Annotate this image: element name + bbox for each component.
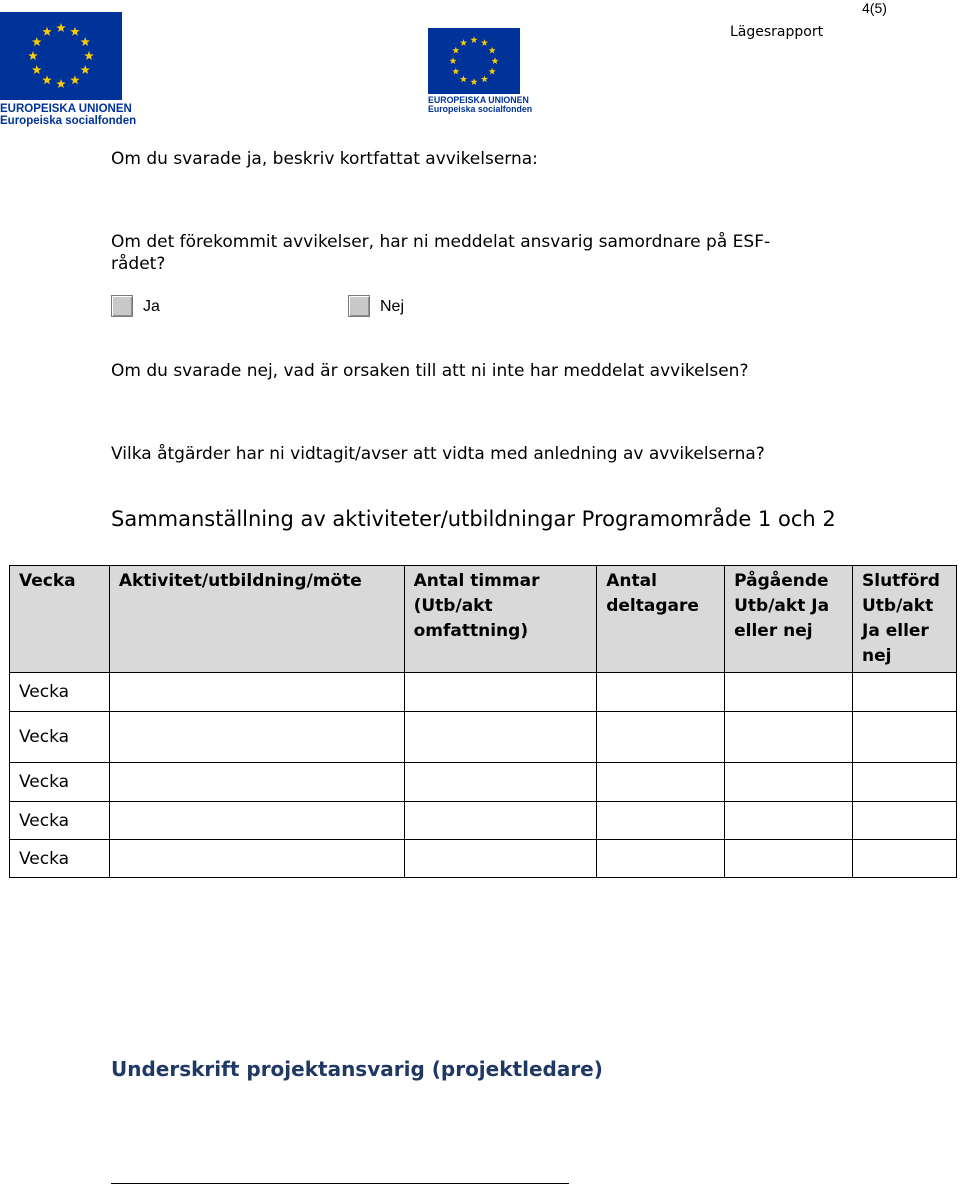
participants-cell[interactable]	[597, 712, 725, 763]
eu-logo-primary	[0, 12, 137, 128]
hours-cell[interactable]	[404, 840, 597, 878]
completed-cell[interactable]	[853, 840, 957, 878]
week-cell: Vecka	[10, 840, 110, 878]
completed-cell[interactable]	[853, 763, 957, 802]
question-reason-not-informed: Om du svarade nej, vad är orsaken till att ni inte har meddelat avvikelsen?	[111, 361, 749, 381]
participants-cell[interactable]	[597, 673, 725, 712]
eu-flag-icon	[0, 12, 122, 100]
hours-cell[interactable]	[404, 673, 597, 712]
column-header-hours: Antal timmar (Utb/akt omfattning)	[404, 566, 597, 673]
signature-label: Underskrift projektansvarig (projektledare)	[111, 1057, 603, 1081]
signature-line[interactable]	[111, 1183, 569, 1184]
participants-cell[interactable]	[597, 802, 725, 840]
column-header-participants: Antal deltagare	[597, 566, 725, 673]
column-header-ongoing: Pågående Utb/akt Ja eller nej	[725, 566, 853, 673]
table-row	[10, 673, 957, 712]
week-cell: Vecka	[10, 673, 110, 712]
eu-flag-icon	[428, 28, 520, 94]
activity-cell[interactable]	[109, 712, 404, 763]
week-cell: Vecka	[10, 712, 110, 763]
question-informed-coordinator: Om det förekommit avvikelser, har ni meddelat ansvarig samordnare på ESF-rådet?	[111, 232, 771, 274]
ongoing-cell[interactable]	[725, 712, 853, 763]
hours-cell[interactable]	[404, 712, 597, 763]
column-header-week: Vecka	[10, 566, 110, 673]
column-header-completed: Slutförd Utb/akt Ja eller nej	[853, 566, 957, 673]
hours-cell[interactable]	[404, 802, 597, 840]
completed-cell[interactable]	[853, 712, 957, 763]
page-number: 4(5)	[862, 0, 887, 16]
logo-line-fund: Europeiska socialfonden	[428, 104, 533, 115]
section-title: Sammanställning av aktiviteter/utbildningar Programområde 1 och 2	[111, 507, 836, 531]
table-header-row	[10, 566, 957, 673]
week-cell: Vecka	[10, 763, 110, 802]
participants-cell[interactable]	[597, 840, 725, 878]
table-row	[10, 802, 957, 840]
activity-cell[interactable]	[109, 763, 404, 802]
checkbox-no-label: Nej	[380, 298, 405, 315]
eu-logo-secondary	[428, 28, 533, 115]
ongoing-cell[interactable]	[725, 673, 853, 712]
completed-cell[interactable]	[853, 673, 957, 712]
checkbox-box[interactable]	[348, 295, 370, 317]
activity-cell[interactable]	[109, 840, 404, 878]
activity-cell[interactable]	[109, 673, 404, 712]
table-row	[10, 840, 957, 878]
table-row	[10, 712, 957, 763]
document-title: Lägesrapport	[730, 24, 824, 40]
question-describe-deviations: Om du svarade ja, beskriv kortfattat avvikelserna:	[111, 149, 538, 169]
week-cell: Vecka	[10, 802, 110, 840]
table-row	[10, 763, 957, 802]
logo-line-union: EUROPEISKA UNIONEN	[0, 103, 132, 115]
ongoing-cell[interactable]	[725, 802, 853, 840]
logo-line-union: EUROPEISKA UNIONEN	[428, 95, 529, 105]
checkbox-box[interactable]	[111, 295, 133, 317]
ongoing-cell[interactable]	[725, 840, 853, 878]
logo-line-fund: Europeiska socialfonden	[0, 115, 137, 128]
participants-cell[interactable]	[597, 763, 725, 802]
completed-cell[interactable]	[853, 802, 957, 840]
activity-cell[interactable]	[109, 802, 404, 840]
hours-cell[interactable]	[404, 763, 597, 802]
question-actions-taken: Vilka åtgärder har ni vidtagit/avser att vidta med anledning av avvikelserna?	[111, 444, 765, 464]
activity-table	[9, 565, 957, 878]
column-header-activity: Aktivitet/utbildning/möte	[109, 566, 404, 673]
checkbox-yes-label: Ja	[143, 298, 160, 315]
ongoing-cell[interactable]	[725, 763, 853, 802]
